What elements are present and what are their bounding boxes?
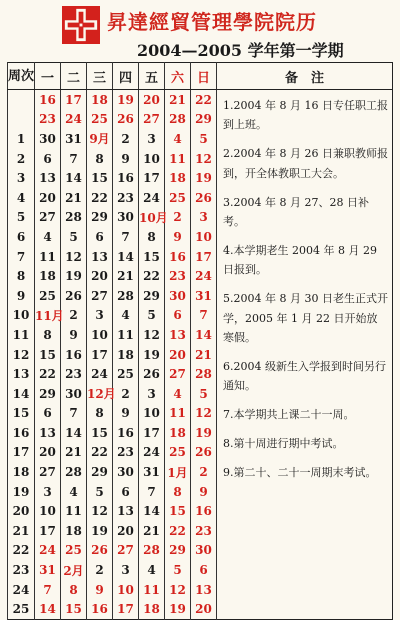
calendar-day: 30 xyxy=(61,384,87,404)
weekday-header: 四 xyxy=(113,63,139,90)
calendar-day: 14 xyxy=(61,168,87,188)
calendar-day: 6 xyxy=(87,227,113,247)
calendar-day: 3 xyxy=(87,306,113,326)
calendar-day: 22 xyxy=(35,364,61,384)
calendar-day: 30 xyxy=(113,462,139,482)
calendar-day: 17 xyxy=(139,168,165,188)
calendar-day: 30 xyxy=(165,286,191,306)
calendar-day: 21 xyxy=(61,188,87,208)
calendar-day: 2 xyxy=(113,129,139,149)
calendar-day: 19 xyxy=(191,423,217,443)
calendar-day: 28 xyxy=(61,462,87,482)
calendar-day: 4 xyxy=(139,560,165,580)
calendar-day: 21 xyxy=(191,345,217,365)
calendar-day: 14 xyxy=(61,423,87,443)
calendar-day: 28 xyxy=(113,286,139,306)
week-number: 18 xyxy=(8,462,35,482)
week-number: 16 xyxy=(8,423,35,443)
calendar-day: 26 xyxy=(191,188,217,208)
calendar-day: 11月 xyxy=(35,306,61,326)
week-number: 11 xyxy=(8,325,35,345)
notes-column xyxy=(217,90,393,620)
calendar-day: 16 xyxy=(113,168,139,188)
calendar-day: 16 xyxy=(113,423,139,443)
calendar-day: 20 xyxy=(35,188,61,208)
calendar-day: 25 xyxy=(35,286,61,306)
week-number: 25 xyxy=(8,599,35,619)
calendar-day: 26 xyxy=(113,110,139,130)
week-number: 23 xyxy=(8,560,35,580)
weekday-header: 二 xyxy=(61,63,87,90)
calendar-day: 12 xyxy=(165,580,191,600)
calendar-day: 5 xyxy=(191,129,217,149)
note-item: 8.第十周进行期中考试。 xyxy=(223,437,344,451)
calendar-day: 2月 xyxy=(61,560,87,580)
calendar-day: 26 xyxy=(61,286,87,306)
note-item: 4.本学期老生 2004 年 8 月 29 日报到。 xyxy=(223,243,377,277)
calendar-day: 31 xyxy=(61,129,87,149)
calendar-day: 7 xyxy=(139,482,165,502)
week-number: 2 xyxy=(8,149,35,169)
calendar-day: 30 xyxy=(113,208,139,228)
note-item: 1.2004 年 8 月 16 日专任职工报到上班。 xyxy=(223,99,388,132)
weekday-header: 一 xyxy=(35,63,61,90)
calendar-day: 25 xyxy=(87,110,113,130)
calendar-day: 21 xyxy=(165,90,191,110)
calendar-day: 28 xyxy=(139,541,165,561)
week-number-header: 周次 xyxy=(8,63,35,90)
calendar-day: 20 xyxy=(87,266,113,286)
week-number: 1 xyxy=(8,129,35,149)
calendar-day: 28 xyxy=(61,208,87,228)
table-header-row xyxy=(8,63,393,90)
calendar-day: 8 xyxy=(87,149,113,169)
calendar-day: 16 xyxy=(61,345,87,365)
calendar-day: 10 xyxy=(191,227,217,247)
calendar-day: 29 xyxy=(87,208,113,228)
calendar-day: 25 xyxy=(113,364,139,384)
week-number: 10 xyxy=(8,306,35,326)
calendar-day: 13 xyxy=(87,247,113,267)
calendar-day: 17 xyxy=(61,90,87,110)
calendar-day: 21 xyxy=(61,443,87,463)
note-item: 9.第二十、二十一周期末考试。 xyxy=(223,466,377,480)
calendar-day: 2 xyxy=(191,462,217,482)
calendar-day: 27 xyxy=(113,541,139,561)
calendar-day: 4 xyxy=(113,306,139,326)
calendar-day: 17 xyxy=(139,423,165,443)
calendar-day: 10 xyxy=(87,325,113,345)
calendar-day: 6 xyxy=(35,404,61,424)
calendar-day: 3 xyxy=(191,208,217,228)
calendar-day: 8 xyxy=(35,325,61,345)
calendar-day: 26 xyxy=(191,443,217,463)
calendar-day: 27 xyxy=(165,364,191,384)
calendar-day: 27 xyxy=(35,462,61,482)
calendar-day: 12 xyxy=(191,149,217,169)
calendar-day: 17 xyxy=(113,599,139,619)
school-title: 昇達經貿管理學院院历 xyxy=(107,10,317,34)
note-item: 6.2004 级新生入学报到时间另行通知。 xyxy=(223,359,386,393)
calendar-day: 24 xyxy=(139,443,165,463)
calendar-day: 4 xyxy=(165,129,191,149)
calendar-day: 10 xyxy=(139,149,165,169)
calendar-day: 11 xyxy=(61,501,87,521)
calendar-day: 28 xyxy=(191,364,217,384)
calendar-day: 10 xyxy=(35,501,61,521)
calendar-day: 6 xyxy=(35,149,61,169)
calendar-day: 18 xyxy=(61,521,87,541)
week-number xyxy=(8,90,35,110)
calendar-day: 18 xyxy=(165,168,191,188)
note-item: 5.2004 年 8 月 30 日老生正式开学，2005 年 1 月 22 日开始放寒假。 xyxy=(223,292,388,345)
calendar-day: 6 xyxy=(191,560,217,580)
calendar-day: 24 xyxy=(139,188,165,208)
calendar-day: 30 xyxy=(35,129,61,149)
week-number: 15 xyxy=(8,404,35,424)
calendar-day: 15 xyxy=(87,423,113,443)
week-number: 3 xyxy=(8,168,35,188)
calendar-day: 15 xyxy=(165,501,191,521)
calendar-day: 19 xyxy=(113,90,139,110)
calendar-day: 18 xyxy=(165,423,191,443)
calendar-day: 29 xyxy=(35,384,61,404)
calendar-day: 10 xyxy=(113,580,139,600)
calendar-day: 24 xyxy=(87,364,113,384)
calendar-day: 30 xyxy=(191,541,217,561)
calendar-day: 5 xyxy=(191,384,217,404)
calendar-day: 25 xyxy=(165,188,191,208)
calendar-day: 9 xyxy=(191,482,217,502)
week-number: 20 xyxy=(8,501,35,521)
calendar-day: 16 xyxy=(35,90,61,110)
calendar-day: 24 xyxy=(191,266,217,286)
calendar-day: 23 xyxy=(191,521,217,541)
week-number: 13 xyxy=(8,364,35,384)
calendar-day: 7 xyxy=(191,306,217,326)
calendar-day: 14 xyxy=(113,247,139,267)
calendar-header xyxy=(0,0,400,62)
calendar-day: 27 xyxy=(35,208,61,228)
calendar-day: 5 xyxy=(139,306,165,326)
week-number: 14 xyxy=(8,384,35,404)
week-number: 24 xyxy=(8,580,35,600)
calendar-day: 25 xyxy=(61,541,87,561)
calendar-day: 15 xyxy=(87,168,113,188)
calendar-day: 23 xyxy=(113,188,139,208)
calendar-day: 16 xyxy=(165,247,191,267)
calendar-day: 4 xyxy=(35,227,61,247)
calendar-day: 7 xyxy=(113,227,139,247)
calendar-day: 12 xyxy=(139,325,165,345)
calendar-day: 11 xyxy=(35,247,61,267)
calendar-day: 26 xyxy=(87,541,113,561)
calendar-day: 14 xyxy=(35,599,61,619)
calendar-day: 11 xyxy=(165,149,191,169)
calendar-day: 6 xyxy=(113,482,139,502)
calendar-day: 22 xyxy=(165,521,191,541)
calendar-day: 8 xyxy=(87,404,113,424)
calendar-day: 29 xyxy=(165,541,191,561)
calendar-day: 20 xyxy=(139,90,165,110)
calendar-day: 6 xyxy=(165,306,191,326)
calendar-day: 20 xyxy=(165,345,191,365)
calendar-day: 18 xyxy=(139,599,165,619)
calendar-day: 14 xyxy=(139,501,165,521)
calendar-day: 24 xyxy=(61,110,87,130)
calendar-day: 29 xyxy=(191,110,217,130)
calendar-day: 19 xyxy=(87,521,113,541)
calendar-day: 29 xyxy=(87,462,113,482)
calendar-day: 13 xyxy=(191,580,217,600)
week-number: 4 xyxy=(8,188,35,208)
calendar-day: 13 xyxy=(35,423,61,443)
calendar-day: 11 xyxy=(113,325,139,345)
week-number: 12 xyxy=(8,345,35,365)
calendar-day: 7 xyxy=(61,149,87,169)
calendar-day: 7 xyxy=(35,580,61,600)
calendar-day: 19 xyxy=(191,168,217,188)
calendar-day: 17 xyxy=(87,345,113,365)
calendar-day: 26 xyxy=(139,364,165,384)
calendar-day: 31 xyxy=(35,560,61,580)
semester-subtitle: 2004—2005 学年第一学期 xyxy=(137,41,344,60)
calendar-day: 2 xyxy=(165,208,191,228)
calendar-day: 22 xyxy=(87,443,113,463)
academic-calendar-table xyxy=(7,62,393,620)
note-item: 3.2004 年 8 月 27、28 日补考。 xyxy=(223,195,369,229)
week-number: 19 xyxy=(8,482,35,502)
note-item: 7.本学期共上课二十一周。 xyxy=(223,408,355,422)
calendar-day: 31 xyxy=(139,462,165,482)
calendar-day: 22 xyxy=(139,266,165,286)
calendar-day: 9月 xyxy=(87,129,113,149)
calendar-day: 3 xyxy=(139,129,165,149)
calendar-day: 2 xyxy=(87,560,113,580)
calendar-day: 20 xyxy=(191,599,217,619)
calendar-day: 18 xyxy=(35,266,61,286)
calendar-day: 22 xyxy=(191,90,217,110)
calendar-day: 23 xyxy=(61,364,87,384)
calendar-day: 15 xyxy=(35,345,61,365)
week-number: 21 xyxy=(8,521,35,541)
calendar-day: 9 xyxy=(61,325,87,345)
calendar-day: 9 xyxy=(87,580,113,600)
calendar-day: 8 xyxy=(165,482,191,502)
calendar-day: 19 xyxy=(61,266,87,286)
calendar-day: 14 xyxy=(191,325,217,345)
calendar-day: 17 xyxy=(35,521,61,541)
calendar-day: 24 xyxy=(35,541,61,561)
weekday-header: 五 xyxy=(139,63,165,90)
calendar-day: 13 xyxy=(113,501,139,521)
calendar-day: 27 xyxy=(87,286,113,306)
calendar-day: 15 xyxy=(139,247,165,267)
calendar-day: 13 xyxy=(165,325,191,345)
calendar-day: 28 xyxy=(165,110,191,130)
calendar-day: 25 xyxy=(165,443,191,463)
calendar-day: 4 xyxy=(165,384,191,404)
calendar-day: 12月 xyxy=(87,384,113,404)
calendar-day: 18 xyxy=(113,345,139,365)
calendar-day: 4 xyxy=(61,482,87,502)
calendar-day: 21 xyxy=(139,521,165,541)
calendar-day: 9 xyxy=(165,227,191,247)
calendar-day: 2 xyxy=(113,384,139,404)
weekday-header: 三 xyxy=(87,63,113,90)
calendar-day: 16 xyxy=(191,501,217,521)
calendar-day: 31 xyxy=(191,286,217,306)
calendar-day: 22 xyxy=(87,188,113,208)
calendar-day: 15 xyxy=(61,599,87,619)
note-item: 2.2004 年 8 月 26 日兼职教师报到，开全体教职工大会。 xyxy=(223,147,388,180)
calendar-day: 2 xyxy=(61,306,87,326)
week-number: 5 xyxy=(8,208,35,228)
calendar-day: 29 xyxy=(139,286,165,306)
notes-header: 备 注 xyxy=(217,63,393,90)
week-number: 8 xyxy=(8,266,35,286)
calendar-day: 27 xyxy=(139,110,165,130)
weekday-header-saturday: 六 xyxy=(165,63,191,90)
week-number: 17 xyxy=(8,443,35,463)
calendar-day: 5 xyxy=(165,560,191,580)
calendar-day: 23 xyxy=(35,110,61,130)
calendar-day: 3 xyxy=(35,482,61,502)
calendar-day: 5 xyxy=(87,482,113,502)
calendar-day: 13 xyxy=(35,168,61,188)
calendar-day: 21 xyxy=(113,266,139,286)
calendar-day: 19 xyxy=(139,345,165,365)
week-number: 9 xyxy=(8,286,35,306)
calendar-day: 10月 xyxy=(139,208,165,228)
calendar-day: 3 xyxy=(113,560,139,580)
calendar-day: 3 xyxy=(139,384,165,404)
calendar-day: 8 xyxy=(139,227,165,247)
calendar-day: 12 xyxy=(191,404,217,424)
calendar-day: 20 xyxy=(35,443,61,463)
calendar-day: 8 xyxy=(61,580,87,600)
cross-emblem-icon xyxy=(62,6,100,44)
calendar-day: 23 xyxy=(165,266,191,286)
calendar-day: 16 xyxy=(87,599,113,619)
week-number xyxy=(8,110,35,130)
calendar-day: 11 xyxy=(165,404,191,424)
calendar-day: 11 xyxy=(139,580,165,600)
calendar-day: 9 xyxy=(113,404,139,424)
calendar-day: 1月 xyxy=(165,462,191,482)
calendar-day: 23 xyxy=(113,443,139,463)
week-number: 22 xyxy=(8,541,35,561)
calendar-day: 9 xyxy=(113,149,139,169)
calendar-day: 17 xyxy=(191,247,217,267)
calendar-day: 19 xyxy=(165,599,191,619)
week-number: 7 xyxy=(8,247,35,267)
calendar-day: 12 xyxy=(61,247,87,267)
weekday-header-sunday: 日 xyxy=(191,63,217,90)
calendar-day: 18 xyxy=(87,90,113,110)
calendar-day: 7 xyxy=(61,404,87,424)
week-number: 6 xyxy=(8,227,35,247)
calendar-day: 20 xyxy=(113,521,139,541)
calendar-day: 5 xyxy=(61,227,87,247)
calendar-day: 12 xyxy=(87,501,113,521)
calendar-day: 10 xyxy=(139,404,165,424)
calendar-week-row xyxy=(8,90,393,110)
